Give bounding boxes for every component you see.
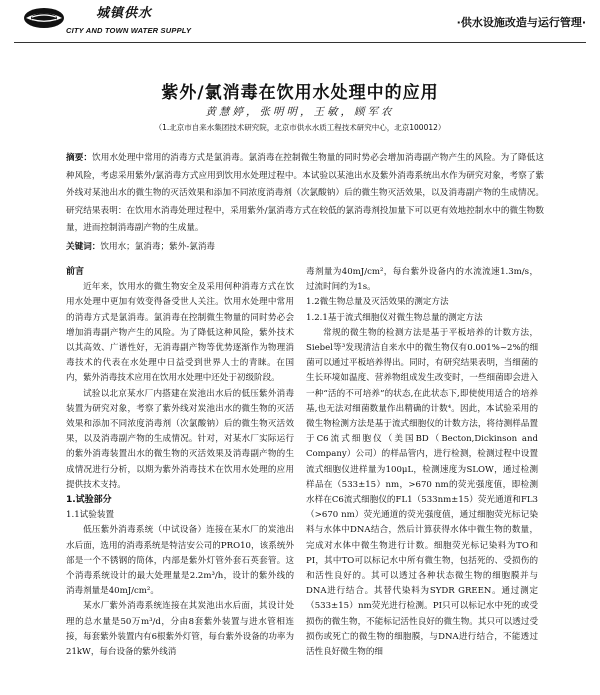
paragraph: 某水厂紫外消毒系统连接在其炭池出水后面，其设计处理的总水量是50万m³/d，分由8套紫外装置与进水管相连接，每套紫外装置内有6根紫外灯管，每台紫外设备的功率为21kW，每台设备的紫外线消	[66, 601, 294, 658]
keywords-label: 关键词：	[66, 242, 101, 252]
abstract-label: 摘要：	[66, 153, 93, 163]
journal-header	[0, 0, 600, 44]
keywords	[66, 240, 544, 252]
subsection-heading: 1.1试验装置	[66, 510, 115, 521]
paragraph: 低压紫外消毒系统（中试设备）连接在某水厂的炭池出水后面，选用的消毒系统是特洁安公司的PRO10，该系统外部是一个不锈钢的筒体，内部是紫外灯管外套石英套管。这个消毒系统设计的最大处理量是2.2m³/h，设计的紫外线的消毒剂量是40mJ/cm²。	[66, 525, 294, 597]
keywords-text: 饮用水；氯消毒；紫外-氯消毒	[100, 242, 216, 252]
abstract	[66, 150, 544, 238]
preface-heading: 前言	[66, 267, 85, 277]
paragraph: 近年来，饮用水的微生物安全及采用何种消毒方式在饮用水处理中更加有效变得备受世人关注。饮用水处理中常用的消毒方式是氯消毒。氯消毒在控制微生物量的同时势必会增加消毒副产物产生的风险。为了降低这种风险，紫外技术以其高效、广谱性好，无消毒副产物等优势逐渐作为物理消毒技术的代表在水处理中日益受到世界人士的青睐。在国内，紫外消毒技术应用在饮用水处理中还处于初级阶段。	[66, 282, 294, 384]
paragraph: 毒剂量为40mJ/cm²，每台紫外设备内的水流流速1.3m/s，过流时间约为1s。	[306, 267, 538, 293]
journal-name-cn: 城镇供水	[96, 6, 153, 21]
section-heading: 1.试验部分	[66, 495, 112, 506]
paragraph: 试验以北京某水厂内搭建在炭池出水后的低压紫外消毒装置为研究对象，考察了紫外线对炭池出水的微生物的灭活效果和添加不同浓度消毒剂（次氯酸钠）后的微生物灭活效果，以及消毒副产物的生成情况。针对，对某水厂实际运行的紫外消毒装置出水的微生物的灭活效果及消毒副产物的生成情况进行分析，以期为紫外消毒技术在饮用水处理的应用提供技术支持。	[66, 388, 294, 490]
journal-name-en: CITY AND TOWN WATER SUPPLY	[66, 26, 192, 35]
article-authors: 黄慧婷，张明明，王敏，顾军农	[205, 106, 395, 118]
subsection-heading: 1.2.1基于流式细胞仪对微生物总量的测定方法	[306, 312, 483, 323]
article-title: 紫外/氯消毒在饮用水处理中的应用	[161, 83, 439, 103]
body-column-right	[306, 265, 538, 660]
abstract-text: 饮用水处理中常用的消毒方式是氯消毒。氯消毒在控制微生物量的同时势必会增加消毒副产物产生的风险。为了降低这种风险，考虑采用紫外/氯消毒方式应用到饮用水处理过程中。本试验以某池出水及紫外消毒系统出水作为研究对象，考察了紫外线对某池出水的微生物的灭活效果和添加不同浓度消毒剂（次氯酸钠）后的微生物灭活效果，以及消毒副产物的生成情况。研究结果表明：在饮用水消毒处理过程中，采用紫外/氯消毒方式在较低的氯消毒剂投加量下可以更有效地控制水中的微生物数量，进而控制消毒副产物的生成量。	[66, 153, 544, 233]
header-divider	[14, 42, 586, 43]
paragraph: 常规的微生物的检测方法是基于平板培养的计数方法，Siebel等³发现清洁自来水中的微生物仅有0.001%~2%的细菌可以通过平板培养得出。同时，有研究结果表明，当细菌的生长环境如温度、营养物组成发生改变时，一些细菌即会进入一种“活的不可培养”的状态,在此状态下,即使使用适合的培养基,也无法对细菌数量作出精确的计数⁴。因此，本试验采用的微生物检测方法是基于流式细胞仪的计数方法，将待测样品置于C6流式细胞仪（美国BD（Becton,Dickinson and Company）公司）的样品管内，进行检测，检测过程中设置流式细胞仪进样量为100μL，检测速度为SLOW，通过检测样品在（533±15）nm，>670 nm的荧光强度值，即检测水样在C6流式细胞仪的FL1（533nm±15）荧光通道和FL3（>670 nm）荧光通道的荧光强度值，通过细胞荧光标记染料与水体中DNA结合，然后计算获得水体中微生物的数量，完成对水体中微生物进行计数。细胞荧光标记染料为TO和PI，其中TO可以标记水中所有微生物，包括死的、受损伤的和活性良好的。其可以透过各种状态微生物的细胞膜并与DNA进行结合。其替代染料为SYDR GREEN。通过测定（533±15）nm荧光进行检测。PI只可以标记水中死的或受损伤的微生物，不能标记活性良好的微生物。其只可以透过受损伤或死亡的微生物的细胞膜，与DNA进行结合，不能透过活性良好微生物的细	[306, 327, 538, 658]
subsection-heading: 1.2微生物总量及灭活效果的测定方法	[306, 297, 449, 308]
section-label: ·供水设施改造与运行管理·	[456, 16, 586, 29]
article-affiliation: （1.北京市自来水集团技术研究院，北京市供水水质工程技术研究中心，北京100012）	[154, 123, 446, 132]
body-column-left	[66, 265, 294, 660]
